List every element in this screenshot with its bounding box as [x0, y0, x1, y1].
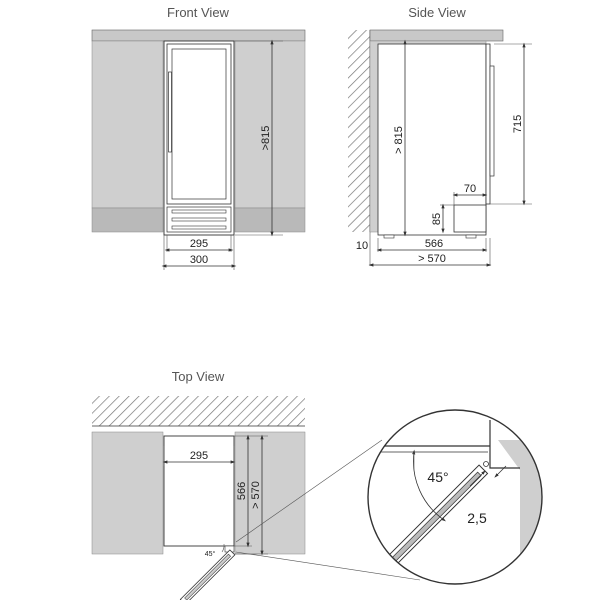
- side-countertop: [370, 30, 503, 41]
- side-door-height-dim: 715: [512, 114, 524, 134]
- top-wall: [92, 396, 305, 426]
- side-vent-width-dim: 70: [463, 183, 477, 195]
- top-width-dim: 295: [189, 450, 209, 462]
- side-vent-height-dim: 85: [431, 212, 443, 226]
- top-angle-small: 45°: [204, 551, 216, 558]
- side-view: [348, 5, 532, 266]
- front-grille: [167, 207, 231, 232]
- front-height-dim: >815: [260, 125, 272, 151]
- detail-angle: 45°: [427, 469, 449, 485]
- side-depth-total-dim: > 570: [418, 253, 446, 265]
- front-width-outer-dim: 300: [189, 254, 209, 266]
- detail-zoom: [359, 400, 560, 600]
- side-wall: [348, 30, 370, 232]
- front-view: [92, 5, 305, 270]
- side-vent: [454, 205, 486, 232]
- front-cabinet-left: [92, 41, 163, 208]
- front-view-title: Front View: [167, 5, 229, 20]
- front-plinth-left: [92, 208, 163, 232]
- detail-gap: 2,5: [467, 510, 487, 526]
- side-handle: [490, 66, 494, 176]
- top-depth-total-dim: > 570: [250, 481, 262, 509]
- front-cabinet-right: [235, 41, 305, 208]
- front-width-inner-dim: 295: [189, 238, 209, 250]
- top-view-title: Top View: [171, 369, 225, 384]
- side-depth-dim: 566: [424, 238, 444, 250]
- front-appliance-glass: [172, 49, 226, 199]
- side-height-dim: > 815: [393, 126, 405, 154]
- front-plinth-right: [235, 208, 305, 232]
- top-cabinet-left: [92, 432, 163, 554]
- side-view-title: Side View: [408, 5, 466, 20]
- front-door-handle: [169, 72, 172, 152]
- top-depth-dim: 566: [236, 481, 248, 501]
- side-gap-dim: 10: [355, 240, 369, 252]
- side-door: [486, 44, 490, 204]
- front-countertop: [92, 30, 305, 41]
